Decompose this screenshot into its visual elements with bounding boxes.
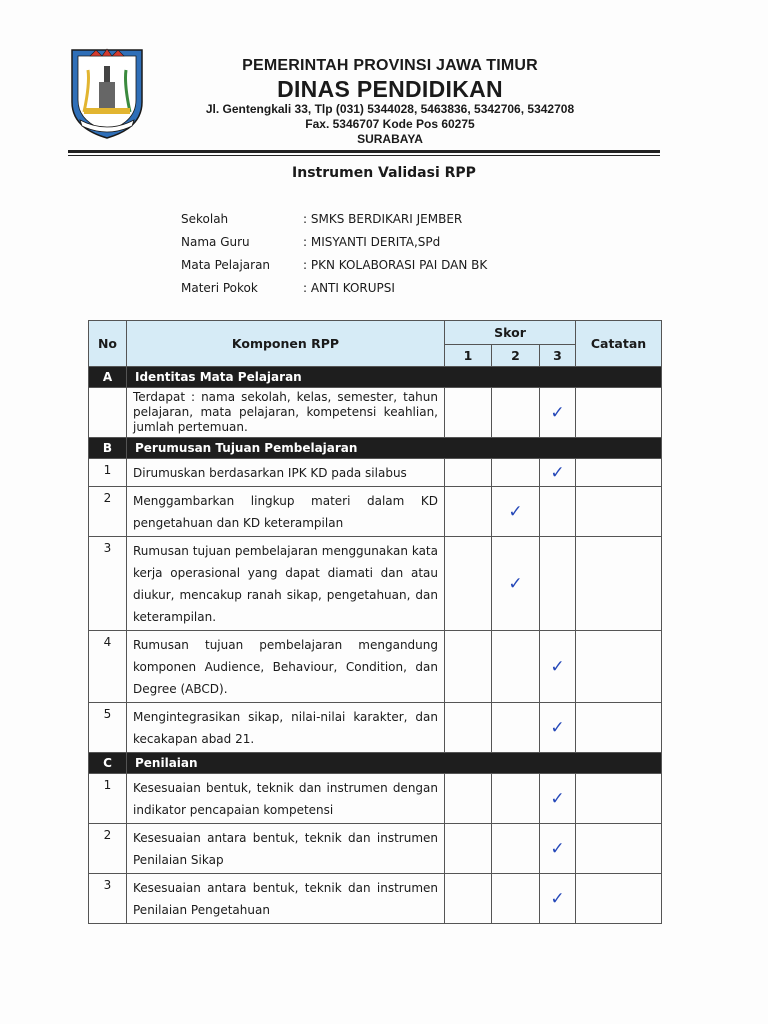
checkmark-icon: ✓ [550,838,565,859]
header-komponen: Komponen RPP [127,321,445,367]
letterhead-city: SURABAYA [357,132,423,146]
header-catatan: Catatan [576,321,662,367]
info-row-materi-pokok [181,281,487,304]
score-cell-1[interactable] [445,874,492,924]
score-cell-1[interactable] [445,537,492,631]
score-cell-1[interactable] [445,487,492,537]
checkmark-icon: ✓ [550,402,565,423]
checkmark-icon: ✓ [550,656,565,677]
row-number: 1 [89,459,127,487]
document-title: Instrumen Validasi RPP [292,165,476,181]
checkmark-icon: ✓ [508,501,523,522]
table-row [89,631,662,703]
jawa-timur-emblem-logo [66,44,148,140]
score-cell-3[interactable] [540,824,576,874]
score-cell-2[interactable] [492,388,540,438]
info-row-mata-pelajaran [181,258,487,281]
table-row [89,388,662,438]
row-component-text: Mengintegrasikan sikap, nilai-nilai karakter, dan kecakapan abad 21. [127,703,445,753]
row-number: 4 [89,631,127,703]
checkmark-icon: ✓ [550,888,565,909]
score-cell-1[interactable] [445,824,492,874]
score-cell-1[interactable] [445,631,492,703]
score-cell-3[interactable] [540,459,576,487]
info-value: : SMKS BERDIKARI JEMBER [303,212,463,226]
row-number: 3 [89,874,127,924]
row-number: 2 [89,487,127,537]
table-row [89,774,662,824]
score-cell-2[interactable] [492,487,540,537]
row-component-text: Kesesuaian antara bentuk, teknik dan instrumen Penilaian Sikap [127,824,445,874]
catatan-cell[interactable] [576,631,662,703]
letterhead-fax: Fax. 5346707 Kode Pos 60275 [305,117,475,131]
info-block [181,212,487,304]
letterhead [160,56,620,147]
score-cell-2[interactable] [492,874,540,924]
score-cell-3[interactable] [540,631,576,703]
score-cell-2[interactable] [492,459,540,487]
row-number: 5 [89,703,127,753]
info-label: Materi Pokok [181,281,258,295]
header-skor-3: 3 [540,345,576,367]
info-value: : ANTI KORUPSI [303,281,395,295]
section-title: Identitas Mata Pelajaran [127,367,662,388]
score-cell-2[interactable] [492,703,540,753]
row-component-text: Kesesuaian antara bentuk, teknik dan instrumen Penilaian Pengetahuan [127,874,445,924]
score-cell-1[interactable] [445,388,492,438]
letterhead-rule-thin [68,155,660,156]
info-row-nama-guru [181,235,487,258]
score-cell-1[interactable] [445,703,492,753]
checkmark-icon: ✓ [550,788,565,809]
score-cell-3[interactable] [540,774,576,824]
letterhead-office: DINAS PENDIDIKAN [277,76,503,102]
checkmark-icon: ✓ [550,462,565,483]
row-number: 1 [89,774,127,824]
score-cell-2[interactable] [492,774,540,824]
table-row [89,487,662,537]
section-letter: A [89,367,127,388]
score-cell-2[interactable] [492,537,540,631]
info-value: : MISYANTI DERITA,SPd [303,235,441,249]
row-component-text: Menggambarkan lingkup materi dalam KD pengetahuan dan KD keterampilan [127,487,445,537]
header-skor-1: 1 [445,345,492,367]
table-row [89,824,662,874]
letterhead-rule-thick [68,150,660,153]
catatan-cell[interactable] [576,703,662,753]
row-component-text: Rumusan tujuan pembelajaran menggunakan kata kerja operasional yang dapat diamati dan atau diukur, mencakup ranah sikap, pengetahuan, dan keterampilan. [127,537,445,631]
table-row [89,703,662,753]
section-row [89,367,662,388]
score-cell-3[interactable] [540,703,576,753]
row-component-text: Terdapat : nama sekolah, kelas, semester, tahun pelajaran, mata pelajaran, kompetensi keahlian, jumlah pertemuan. [127,388,445,438]
section-title: Penilaian [127,753,662,774]
letterhead-government: PEMERINTAH PROVINSI JAWA TIMUR [242,57,538,74]
checkmark-icon: ✓ [550,717,565,738]
info-label: Sekolah [181,212,229,226]
row-component-text: Rumusan tujuan pembelajaran mengandung komponen Audience, Behaviour, Condition, dan Degree (ABCD). [127,631,445,703]
catatan-cell[interactable] [576,459,662,487]
info-row-sekolah [181,212,487,235]
catatan-cell[interactable] [576,824,662,874]
table-row [89,874,662,924]
info-value: : PKN KOLABORASI PAI DAN BK [303,258,488,272]
row-component-text: Dirumuskan berdasarkan IPK KD pada silabus [127,459,445,487]
info-label: Mata Pelajaran [181,258,271,272]
letterhead-address: Jl. Gentengkali 33, Tlp (031) 5344028, 5463836, 5342706, 5342708 [205,102,575,116]
table-row [89,459,662,487]
catatan-cell[interactable] [576,874,662,924]
score-cell-2[interactable] [492,824,540,874]
header-skor: Skor [445,321,576,345]
catatan-cell[interactable] [576,537,662,631]
section-title: Perumusan Tujuan Pembelajaran [127,438,662,459]
score-cell-3[interactable] [540,388,576,438]
section-letter: C [89,753,127,774]
row-number: 2 [89,824,127,874]
section-row [89,753,662,774]
score-cell-1[interactable] [445,774,492,824]
row-component-text: Kesesuaian bentuk, teknik dan instrumen dengan indikator pencapaian kompetensi [127,774,445,824]
row-number [89,388,127,438]
catatan-cell[interactable] [576,774,662,824]
header-no: No [89,321,127,367]
catatan-cell[interactable] [576,487,662,537]
table-row [89,537,662,631]
header-skor-2: 2 [492,345,540,367]
info-label: Nama Guru [181,235,250,249]
catatan-cell[interactable] [576,388,662,438]
score-cell-1[interactable] [445,459,492,487]
row-number: 3 [89,537,127,631]
checkmark-icon: ✓ [508,573,523,594]
score-cell-3[interactable] [540,487,576,537]
score-cell-3[interactable] [540,537,576,631]
section-row [89,438,662,459]
rpp-validation-table [88,320,662,924]
section-letter: B [89,438,127,459]
score-cell-3[interactable] [540,874,576,924]
score-cell-2[interactable] [492,631,540,703]
